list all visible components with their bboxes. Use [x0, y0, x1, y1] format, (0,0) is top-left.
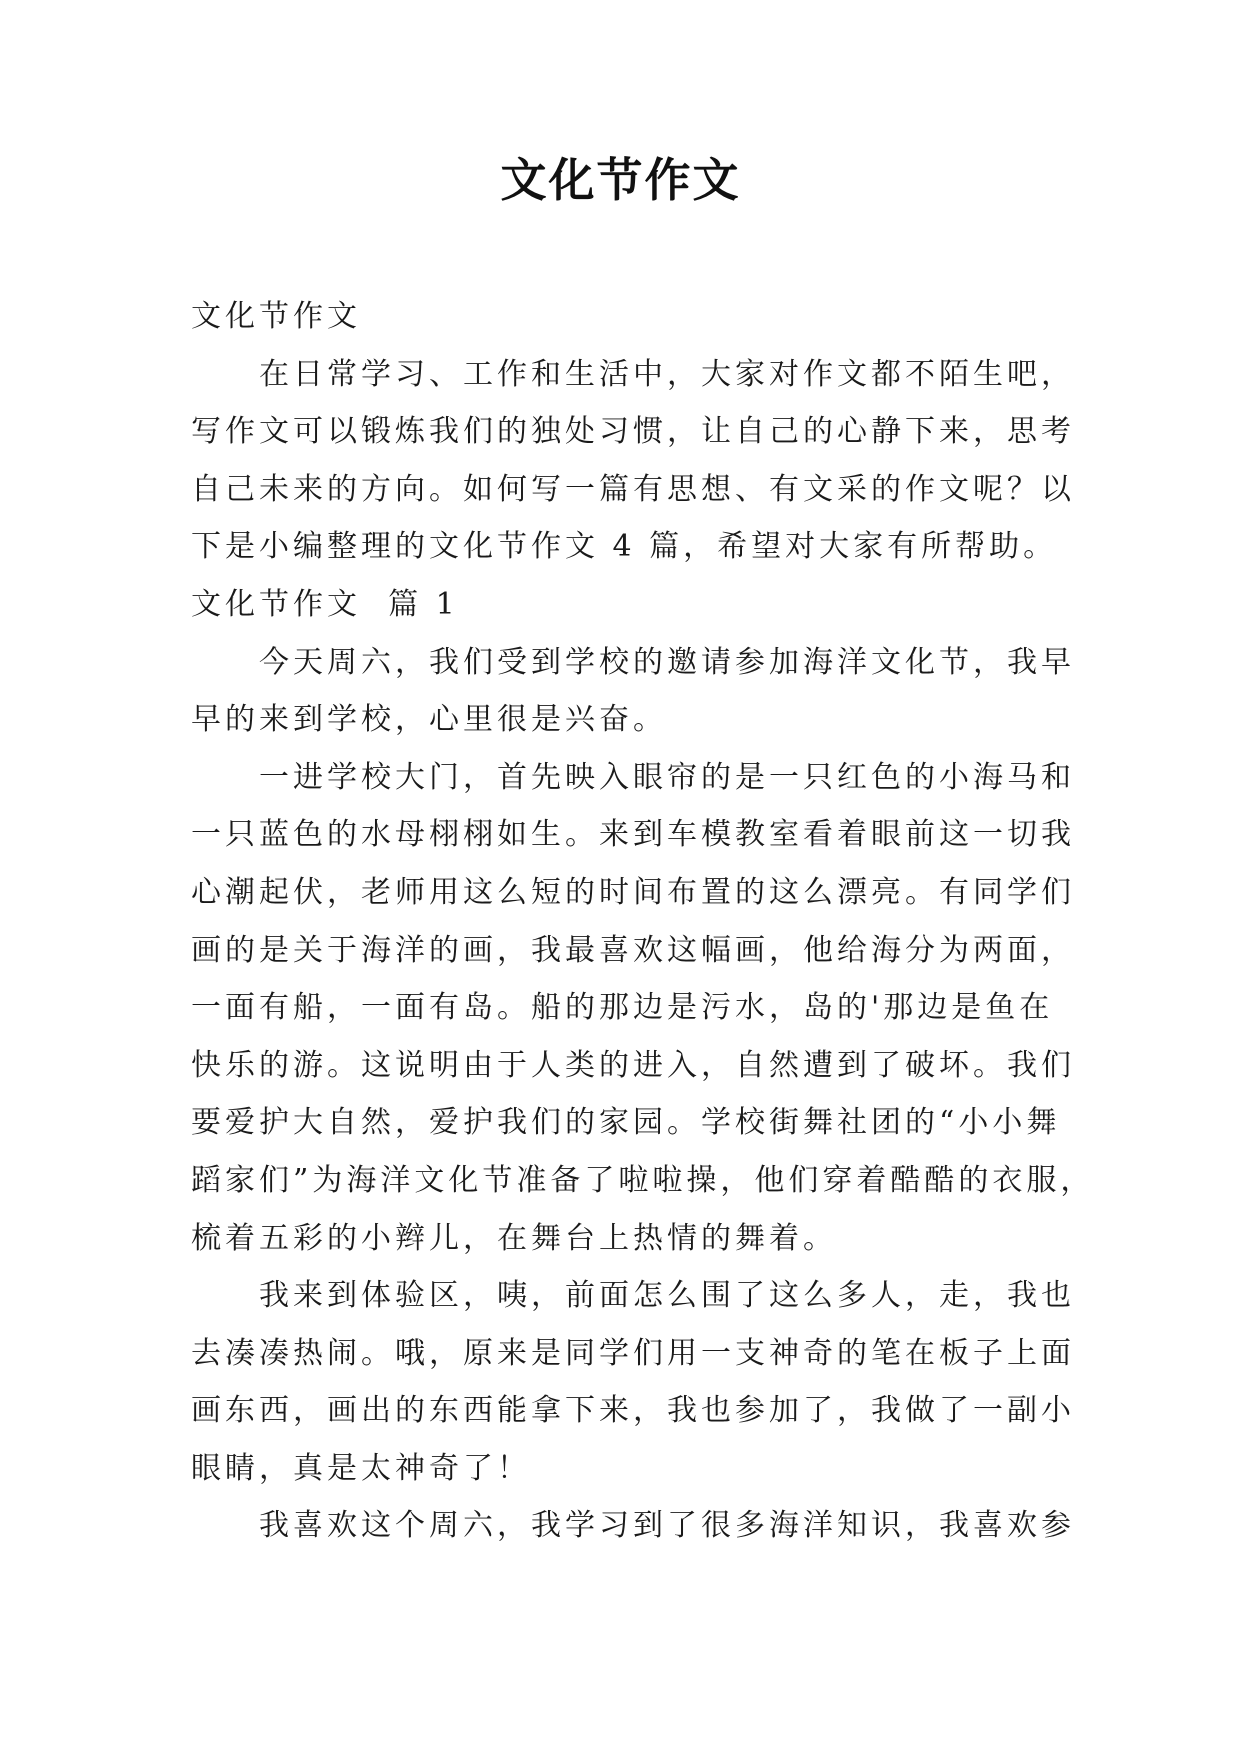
- text-line: 一只蓝色的水母栩栩如生。来到车模教室看着眼前这一切我: [191, 817, 1075, 853]
- text-line: 心潮起伏，老师用这么短的时间布置的这么漂亮。有同学们: [191, 874, 1075, 910]
- text-line: 下是小编整理的文化节作文 4 篇，希望对大家有所帮助。: [191, 529, 1058, 565]
- document-title: 文化节作文: [500, 153, 741, 207]
- body-paragraph: [191, 1497, 1075, 1555]
- text-line: 我来到体验区，咦，前面怎么围了这么多人，走，我也: [259, 1278, 1075, 1314]
- text-line: 画的是关于海洋的画，我最喜欢这幅画，他给海分为两面，: [191, 932, 1075, 968]
- body-paragraph: [191, 1267, 1075, 1497]
- text-line: 快乐的游。这说明由于人类的进入，自然遭到了破坏。我们: [191, 1047, 1075, 1083]
- text-line: 写作文可以锻炼我们的独处习惯，让自己的心静下来，思考: [191, 414, 1075, 450]
- section-heading: 文化节作文 篇 1: [191, 586, 459, 622]
- text-line: 早的来到学校，心里很是兴奋。: [191, 702, 667, 738]
- text-line: 蹈家们”为海洋文化节准备了啦啦操，他们穿着酷酷的衣服，: [191, 1162, 1095, 1198]
- text-line: 今天周六，我们受到学校的邀请参加海洋文化节，我早: [259, 644, 1075, 680]
- text-line: 自己未来的方向。如何写一篇有思想、有文采的作文呢？以: [191, 471, 1075, 507]
- document-body: [191, 288, 1095, 1555]
- intro-heading: 文化节作文: [191, 299, 361, 334]
- text-line: 去凑凑热闹。哦，原来是同学们用一支神奇的笔在板子上面: [191, 1335, 1075, 1371]
- text-line: 眼睛，真是太神奇了！: [191, 1450, 531, 1486]
- intro-paragraph: [191, 346, 1075, 576]
- text-line: 梳着五彩的小辫儿，在舞台上热情的舞着。: [191, 1220, 837, 1256]
- text-line: 要爱护大自然，爱护我们的家园。学校街舞社团的“小小舞: [191, 1105, 1061, 1141]
- text-line: 在日常学习、工作和生活中，大家对作文都不陌生吧，: [259, 356, 1075, 392]
- text-line: 画东西，画出的东西能拿下来，我也参加了，我做了一副小: [191, 1393, 1075, 1429]
- text-line: 一面有船，一面有岛。船的那边是污水，岛的'那边是鱼在: [191, 990, 1054, 1026]
- body-paragraph: [191, 634, 1075, 749]
- body-paragraph: [191, 749, 1095, 1267]
- text-line: 我喜欢这个周六，我学习到了很多海洋知识，我喜欢参: [259, 1508, 1075, 1544]
- text-line: 一进学校大门，首先映入眼帘的是一只红色的小海马和: [259, 759, 1075, 795]
